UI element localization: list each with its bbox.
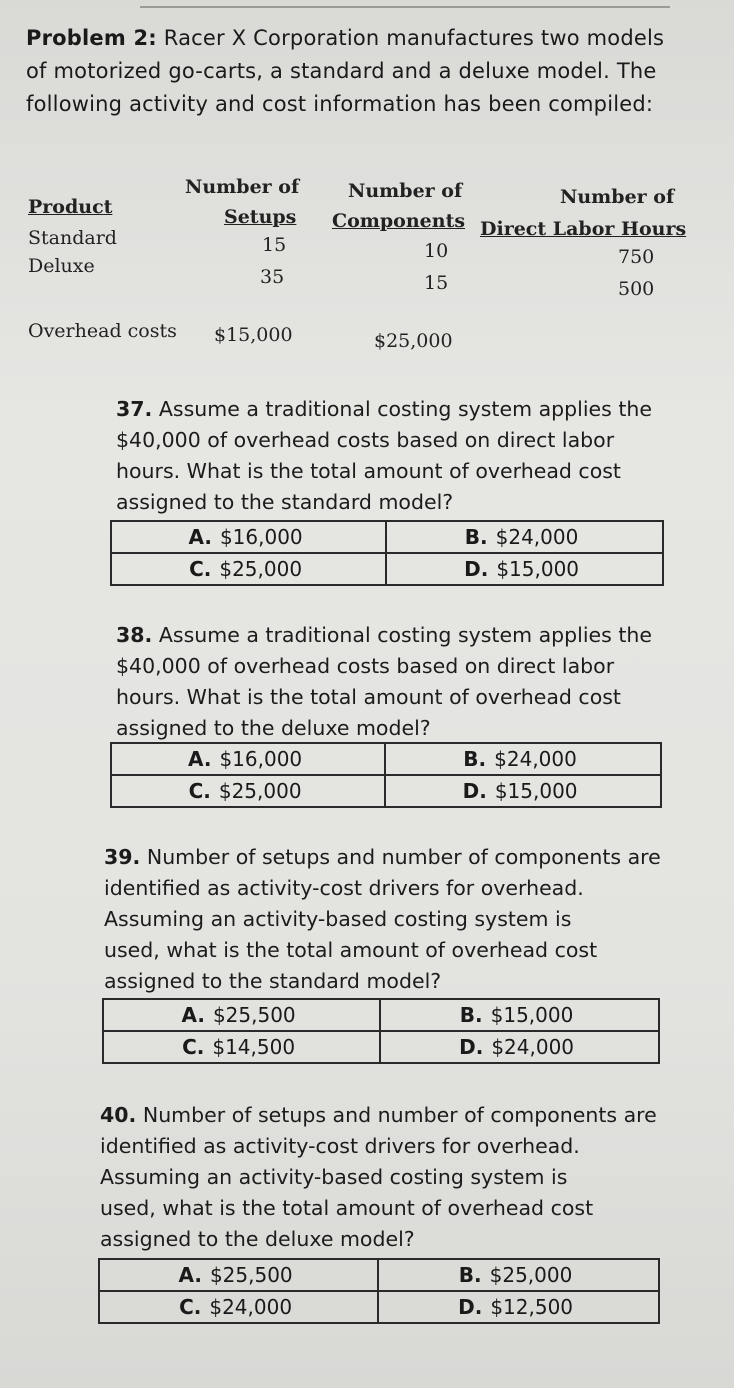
q40-choice-a[interactable] bbox=[99, 1259, 378, 1291]
q38-value-d: $15,000 bbox=[494, 779, 578, 803]
problem-intro bbox=[26, 22, 716, 121]
question-38-choices bbox=[110, 742, 662, 808]
q37-value-d: $15,000 bbox=[496, 557, 580, 581]
q38-letter-b: B. bbox=[463, 747, 487, 771]
question-40-number: 40. bbox=[100, 1103, 137, 1127]
q39-choice-c[interactable] bbox=[103, 1031, 380, 1063]
question-38-line-2: $40,000 of overhead costs based on direct labor bbox=[116, 654, 615, 678]
question-37-line-4: assigned to the standard model? bbox=[116, 490, 454, 514]
overhead-label: Overhead costs bbox=[28, 320, 177, 342]
row-standard-setups: 15 bbox=[262, 234, 287, 256]
header-setups-top: Number of bbox=[185, 176, 300, 198]
q39-letter-c: C. bbox=[182, 1035, 205, 1059]
question-39-choices bbox=[102, 998, 660, 1064]
question-37-line-1: Assume a traditional costing system applies the bbox=[158, 397, 653, 421]
q40-choice-b[interactable] bbox=[378, 1259, 659, 1291]
question-38-line-1: Assume a traditional costing system applies the bbox=[158, 623, 653, 647]
q38-choice-d[interactable] bbox=[385, 775, 661, 807]
row-deluxe-setups: 35 bbox=[260, 266, 285, 288]
q39-choice-d[interactable] bbox=[380, 1031, 659, 1063]
q40-letter-b: B. bbox=[458, 1263, 482, 1287]
q37-choice-d[interactable] bbox=[386, 553, 663, 585]
q40-value-a: $25,500 bbox=[209, 1263, 293, 1287]
question-40-line-4: used, what is the total amount of overhead cost bbox=[100, 1196, 594, 1220]
intro-line-3: following activity and cost information has been compiled: bbox=[26, 92, 654, 116]
q37-choice-a[interactable] bbox=[111, 521, 386, 553]
question-39-line-5: assigned to the standard model? bbox=[104, 969, 442, 993]
question-40-line-1: Number of setups and number of components are bbox=[142, 1103, 657, 1127]
question-37-line-2: $40,000 of overhead costs based on direct labor bbox=[116, 428, 615, 452]
q40-value-d: $12,500 bbox=[490, 1295, 574, 1319]
question-38 bbox=[116, 620, 676, 744]
q38-letter-a: A. bbox=[187, 747, 212, 771]
question-39-line-2: identified as activity-cost drivers for overhead. bbox=[104, 876, 584, 900]
question-39-line-4: used, what is the total amount of overhead cost bbox=[104, 938, 598, 962]
question-37-choices bbox=[110, 520, 664, 586]
problem-label: Problem 2: bbox=[26, 26, 157, 50]
q39-value-b: $15,000 bbox=[490, 1003, 574, 1027]
q39-choice-b[interactable] bbox=[380, 999, 659, 1031]
question-38-number: 38. bbox=[116, 623, 153, 647]
header-hours: Direct Labor Hours bbox=[480, 218, 687, 240]
q38-choice-c[interactable] bbox=[111, 775, 385, 807]
header-setups: Setups bbox=[224, 206, 297, 228]
question-37-line-3: hours. What is the total amount of overhead cost bbox=[116, 459, 621, 483]
question-38-line-3: hours. What is the total amount of overhead cost bbox=[116, 685, 621, 709]
top-rule bbox=[140, 6, 670, 8]
q38-letter-d: D. bbox=[462, 779, 487, 803]
q39-value-a: $25,500 bbox=[212, 1003, 296, 1027]
overhead-setups: $15,000 bbox=[214, 324, 293, 346]
q40-choice-d[interactable] bbox=[378, 1291, 659, 1323]
q38-choice-a[interactable] bbox=[111, 743, 385, 775]
question-40-line-2: identified as activity-cost drivers for overhead. bbox=[100, 1134, 580, 1158]
q37-choice-b[interactable] bbox=[386, 521, 663, 553]
q37-value-a: $16,000 bbox=[219, 525, 303, 549]
q38-value-b: $24,000 bbox=[494, 747, 577, 771]
q37-choice-c[interactable] bbox=[111, 553, 386, 585]
q40-value-b: $25,000 bbox=[489, 1263, 573, 1287]
question-39-number: 39. bbox=[104, 845, 141, 869]
q40-letter-c: C. bbox=[179, 1295, 202, 1319]
q37-value-c: $25,000 bbox=[219, 557, 303, 581]
row-deluxe-product: Deluxe bbox=[28, 255, 95, 277]
header-components: Components bbox=[332, 210, 466, 232]
header-hours-top: Number of bbox=[560, 186, 675, 208]
q39-letter-b: B. bbox=[459, 1003, 483, 1027]
question-39 bbox=[104, 842, 676, 997]
row-deluxe-components: 15 bbox=[424, 272, 449, 294]
header-components-top: Number of bbox=[348, 180, 463, 202]
row-standard-components: 10 bbox=[424, 240, 449, 262]
q38-letter-c: C. bbox=[188, 779, 211, 803]
question-39-line-1: Number of setups and number of components are bbox=[146, 845, 661, 869]
question-37 bbox=[116, 394, 676, 518]
row-standard-product: Standard bbox=[28, 227, 117, 249]
q39-choice-a[interactable] bbox=[103, 999, 380, 1031]
q40-choice-c[interactable] bbox=[99, 1291, 378, 1323]
q39-letter-d: D. bbox=[459, 1035, 484, 1059]
question-39-line-3: Assuming an activity-based costing system is bbox=[104, 907, 572, 931]
q37-letter-b: B. bbox=[464, 525, 488, 549]
header-product: Product bbox=[28, 196, 113, 218]
question-40 bbox=[100, 1100, 676, 1255]
q39-value-d: $24,000 bbox=[491, 1035, 575, 1059]
question-38-line-4: assigned to the deluxe model? bbox=[116, 716, 431, 740]
q38-value-c: $25,000 bbox=[218, 779, 302, 803]
q40-value-c: $24,000 bbox=[209, 1295, 293, 1319]
question-40-line-5: assigned to the deluxe model? bbox=[100, 1227, 415, 1251]
q37-letter-d: D. bbox=[464, 557, 489, 581]
q37-letter-a: A. bbox=[188, 525, 212, 549]
question-40-choices bbox=[98, 1258, 660, 1324]
q40-letter-d: D. bbox=[458, 1295, 483, 1319]
overhead-components: $25,000 bbox=[374, 330, 453, 352]
intro-line-2: of motorized go-carts, a standard and a deluxe model. The bbox=[26, 59, 657, 83]
q37-value-b: $24,000 bbox=[495, 525, 579, 549]
question-37-number: 37. bbox=[116, 397, 153, 421]
q39-value-c: $14,500 bbox=[212, 1035, 296, 1059]
question-40-line-3: Assuming an activity-based costing system is bbox=[100, 1165, 568, 1189]
q38-value-a: $16,000 bbox=[219, 747, 303, 771]
row-deluxe-hours: 500 bbox=[618, 278, 655, 300]
row-standard-hours: 750 bbox=[618, 246, 655, 268]
intro-line-1: Racer X Corporation manufactures two models bbox=[163, 26, 665, 50]
q37-letter-c: C. bbox=[189, 557, 212, 581]
q39-letter-a: A. bbox=[181, 1003, 205, 1027]
q40-letter-a: A. bbox=[178, 1263, 202, 1287]
q38-choice-b[interactable] bbox=[385, 743, 661, 775]
